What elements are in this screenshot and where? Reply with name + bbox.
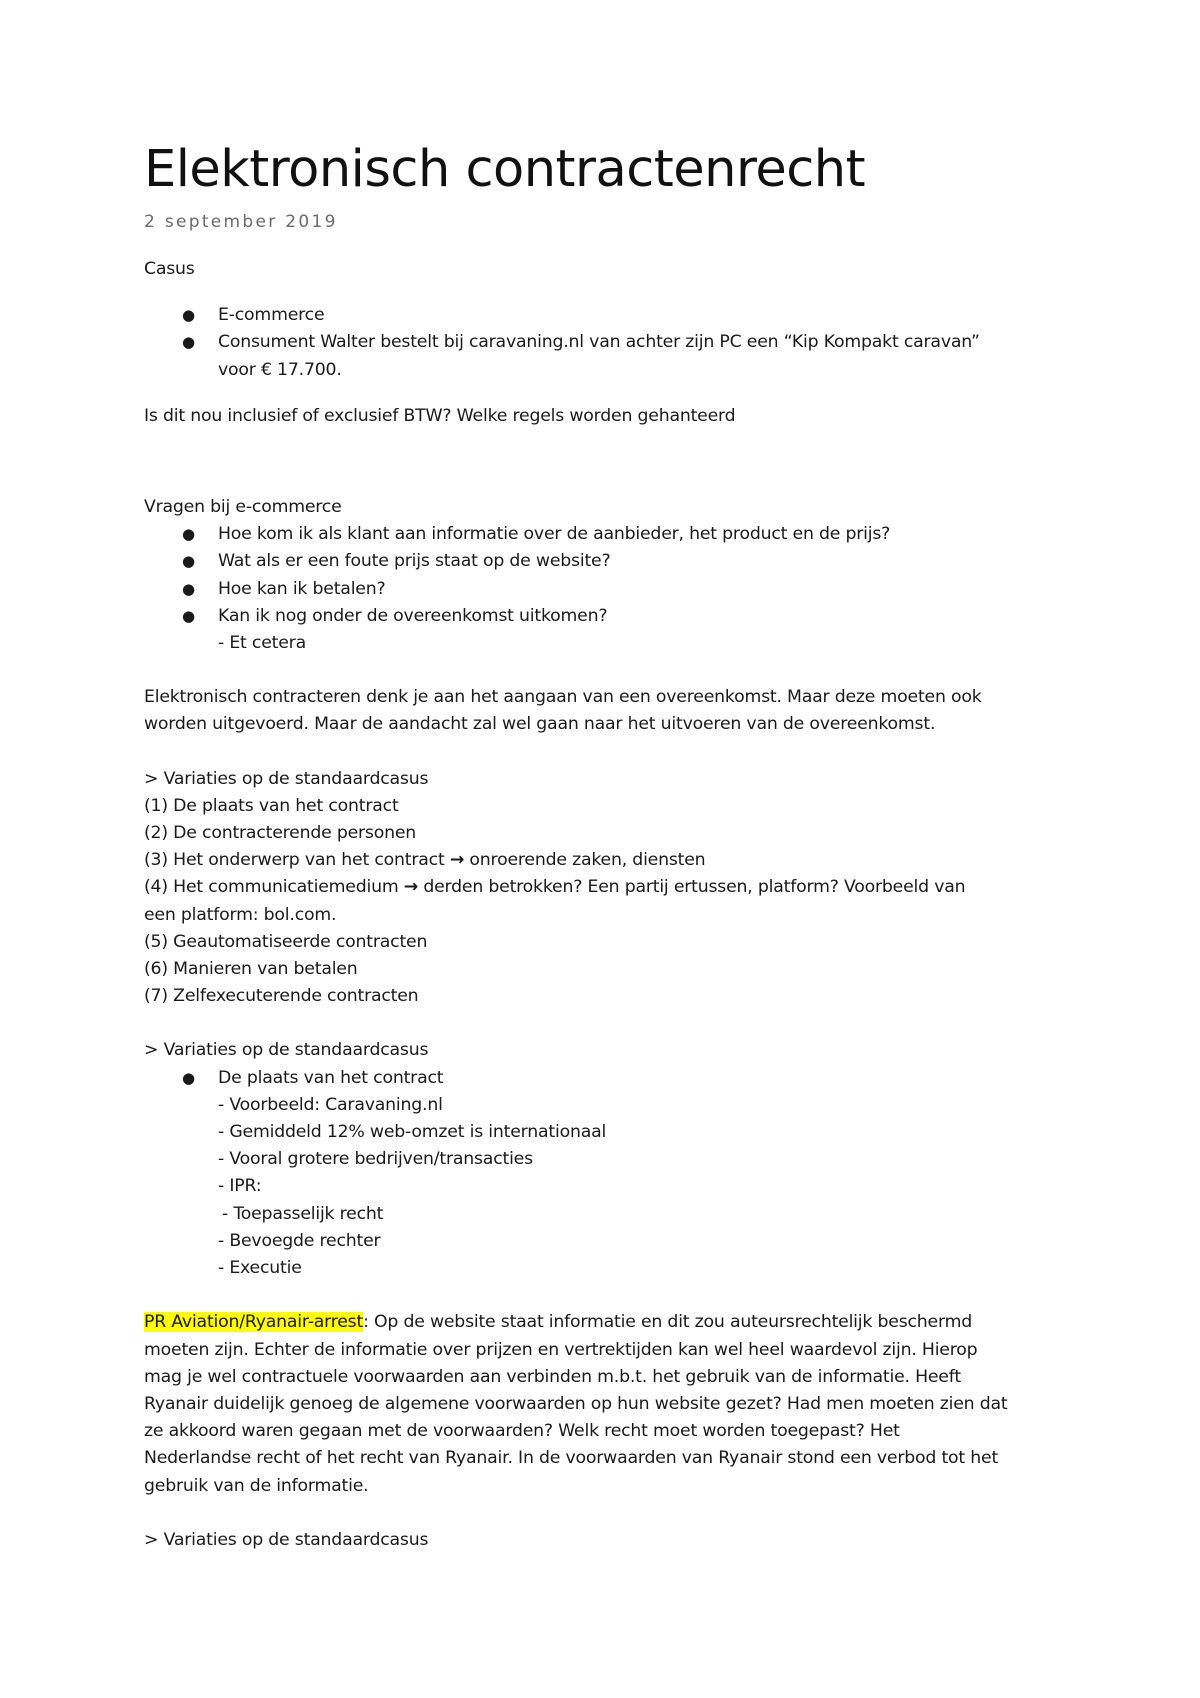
- bullet-icon: ●: [182, 579, 195, 598]
- variatie-item-4-continuation: een platform: bol.com.: [144, 904, 337, 925]
- paragraph-line: Elektronisch contracteren denk je aan het aangaan van een overeenkomst. Maar deze moeten ook: [144, 687, 982, 708]
- bullet-icon: ●: [182, 333, 195, 352]
- sub-item: - Bevoegde rechter: [218, 1230, 381, 1251]
- variatie-item-3: (3) Het onderwerp van het contract → onroerende zaken, diensten: [144, 850, 706, 871]
- variaties-heading: > Variaties op de standaardcasus: [144, 1529, 429, 1550]
- bullet-icon: ●: [182, 1068, 195, 1087]
- bullet-icon: ●: [182, 525, 195, 544]
- arrest-paragraph: PR Aviation/Ryanair-arrest: Op de website staat informatie en dit zou auteursrechtelijk beschermd moeten zijn. Echter de informatie over prijzen en vertrektijden kan wel heel waardevol zijn. Hierop mag je wel contractuele voorwaarden aan verbinden m.b.t. het gebruik van de informatie. Heeft Ryanair duidelijk genoeg de algemene voorwaarden op hun website gezet? Had men moeten zien dat ze akkoord waren gegaan met de voorwaarden? Welk recht moet worden toegepast? Het Nederlandse recht of het recht van Ryanair. In de voorwaarden van Ryanair stond een verbod tot het gebruik van de informatie.: [144, 1312, 1008, 1496]
- variatie-item-4: (4) Het communicatiemedium → derden betrokken? Een partij ertussen, platform? Voorbeeld van een platform: bol.com.: [144, 877, 966, 925]
- list-item: ● Hoe kan ik betalen?: [144, 576, 1064, 603]
- casus-question: Is dit nou inclusief of exclusief BTW? Welke regels worden gehanteerd: [144, 405, 736, 426]
- variaties-heading: > Variaties op de standaardcasus: [144, 1040, 429, 1061]
- list-item: ● Kan ik nog onder de overeenkomst uitkomen?: [144, 603, 1064, 630]
- list-item: ● E-commerce: [144, 302, 1064, 329]
- variatie-item-6: (6) Manieren van betalen: [144, 959, 358, 980]
- bullet-icon: ●: [182, 552, 195, 571]
- sub-item: - Executie: [218, 1258, 302, 1279]
- sub-item: - Vooral grotere bedrijven/transacties: [218, 1149, 533, 1170]
- paragraph-line: worden uitgevoerd. Maar de aandacht zal wel gaan naar het uitvoeren van de overeenkomst.: [144, 714, 936, 735]
- sub-item: - Voorbeeld: Caravaning.nl: [218, 1094, 443, 1115]
- vragen-heading: Vragen bij e-commerce: [144, 497, 342, 518]
- document-date: 2 september 2019: [144, 212, 338, 232]
- arrow-right-icon: →: [403, 877, 419, 898]
- variatie-item-2: (2) De contracterende personen: [144, 823, 417, 844]
- casus-heading: Casus: [144, 259, 195, 279]
- variatie-item-1: (1) De plaats van het contract: [144, 795, 399, 816]
- sub-item: - IPR:: [218, 1176, 262, 1197]
- variaties-heading: > Variaties op de standaardcasus: [144, 768, 429, 789]
- document-title: Elektronisch contractenrecht: [144, 140, 866, 199]
- list-item: ● De plaats van het contract: [144, 1065, 1064, 1092]
- sub-item: - Gemiddeld 12% web-omzet is internationaal: [218, 1122, 607, 1143]
- document-body: [144, 256, 1064, 1554]
- casus-bullet-list: [144, 302, 1064, 384]
- bullet-continuation: voor € 17.700.: [218, 359, 342, 380]
- variatie-item-7: (7) Zelfexecuterende contracten: [144, 986, 419, 1007]
- vragen-extra: - Et cetera: [218, 633, 306, 654]
- bullet-icon: ●: [182, 306, 195, 325]
- arrow-right-icon: →: [449, 850, 465, 871]
- arrest-highlight: PR Aviation/Ryanair-arrest: [144, 1312, 364, 1333]
- sub-item: - Toepasselijk recht: [222, 1203, 384, 1224]
- variatie-item-5: (5) Geautomatiseerde contracten: [144, 931, 428, 952]
- list-item: ● Consument Walter bestelt bij caravaning.nl van achter zijn PC een “Kip Kompakt caravan” voor € 17.700.: [144, 329, 1064, 383]
- list-item: ● Wat als er een foute prijs staat op de website?: [144, 548, 1064, 575]
- vragen-bullet-list: [144, 521, 1064, 630]
- variaties-bullet-list: [144, 1065, 1064, 1092]
- bullet-icon: ●: [182, 606, 195, 625]
- list-item: ● Hoe kom ik als klant aan informatie over de aanbieder, het product en de prijs?: [144, 521, 1064, 548]
